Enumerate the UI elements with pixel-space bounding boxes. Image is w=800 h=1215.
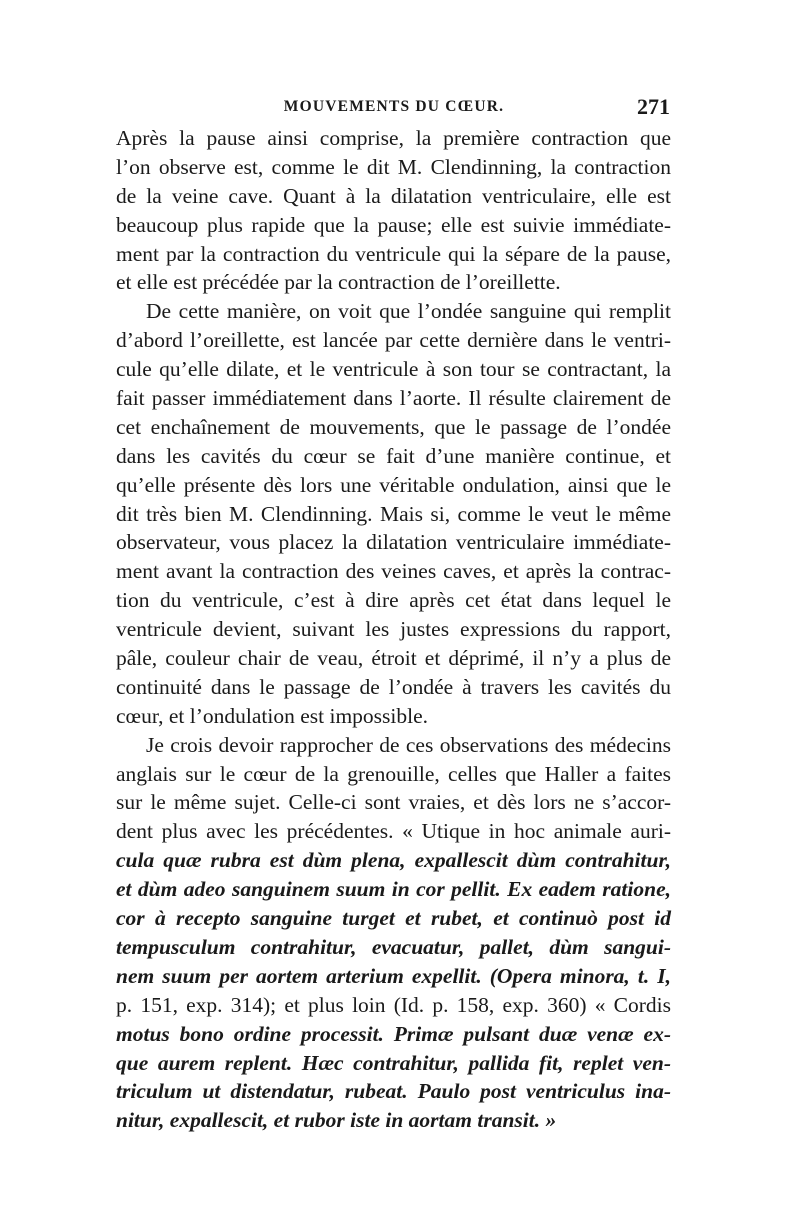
text-line: qu’elle présente dès lors une véritable ondulation, ainsi que le	[116, 472, 671, 497]
text-line: pâle, couleur chair de veau, étroit et déprimé, il n’y a plus de	[116, 646, 671, 671]
page-number: 271	[637, 94, 670, 119]
citation-line: p. 151, exp. 314); et plus loin (Id. p. 158, exp. 360) « Cordis	[116, 992, 671, 1017]
text-line: anglais sur le cœur de la grenouille, celles que Haller a faites	[116, 761, 671, 786]
text-line: ment par la contraction du ventricule qui la sépare de la pause,	[116, 241, 671, 266]
text-line: observateur, vous placez la dilatation ventriculaire immédiate-	[116, 530, 671, 555]
text-line: Après la pause ainsi comprise, la première contraction que	[116, 126, 671, 150]
latin-quote-line: cula quæ rubra est dùm plena, expallescit dùm contrahitur,	[116, 848, 671, 873]
text-line: cœur, et l’ondulation est impossible.	[116, 703, 429, 728]
paragraph-first-line: Je crois devoir rapprocher de ces observations des médecins	[146, 732, 671, 757]
text-line: d’abord l’oreillette, est lancée par cette dernière dans le ventri-	[116, 328, 671, 353]
latin-quote-line: tempusculum contrahitur, evacuatur, pallet, dùm sangui-	[116, 934, 671, 959]
text-line: continuité dans le passage de l’ondée à travers les cavités du	[116, 674, 671, 699]
text-line: beaucoup plus rapide que la pause; elle est suivie immédiate-	[116, 212, 671, 237]
body-text	[116, 124, 671, 1135]
text-line: sur le même sujet. Celle-ci sont vraies, et dès lors ne s’accor-	[116, 790, 671, 815]
text-line: fait passer immédiatement dans l’aorte. Il résulte clairement de	[116, 386, 671, 411]
text-line: dans les cavités du cœur se fait d’une manière continue, et	[116, 443, 671, 468]
latin-quote-line: que aurem replent. Hæc contrahitur, pallida fit, replet ven-	[116, 1050, 671, 1075]
latin-quote-line: nitur, expallescit, et rubor iste in aortam transit. »	[116, 1108, 557, 1133]
text-line: cule qu’elle dilate, et le ventricule à son tour se contractant, la	[116, 357, 671, 382]
latin-quote-line: et dùm adeo sanguinem suum in cor pellit. Ex eadem ratione,	[116, 877, 671, 902]
latin-quote-line: motus bono ordine processit. Primæ pulsant duæ venæ ex-	[116, 1021, 671, 1046]
text-line: ment avant la contraction des veines caves, et après la contrac-	[116, 559, 671, 584]
text-line: cet enchaînement de mouvements, que le passage de l’ondée	[116, 414, 671, 439]
text-line: dent plus avec les précédentes. « Utique in hoc animale auri-	[116, 819, 671, 844]
latin-quote-line: triculum ut distendatur, rubeat. Paulo post ventriculus ina-	[116, 1079, 671, 1104]
text-line: et elle est précédée par la contraction de l’oreillette.	[116, 270, 561, 295]
running-head	[118, 94, 670, 124]
text-line: ventricule devient, suivant les justes expressions du rapport,	[116, 617, 671, 642]
running-title: MOUVEMENTS DU CŒUR.	[283, 98, 505, 115]
text-line: tion du ventricule, c’est à dire après cet état dans lequel le	[116, 588, 671, 613]
latin-quote-line: cor à recepto sanguine turget et rubet, et continuò post id	[116, 906, 671, 931]
paragraph-first-line: De cette manière, on voit que l’ondée sanguine qui remplit	[146, 299, 671, 324]
text-line: dit très bien M. Clendinning. Mais si, comme le veut le même	[116, 501, 671, 526]
text-line: l’on observe est, comme le dit M. Clendinning, la contraction	[116, 154, 671, 179]
latin-quote-line: nem suum per aortem arterium expellit. (Opera minora, t. I,	[116, 963, 671, 988]
text-line: de la veine cave. Quant à la dilatation ventriculaire, elle est	[116, 183, 671, 208]
